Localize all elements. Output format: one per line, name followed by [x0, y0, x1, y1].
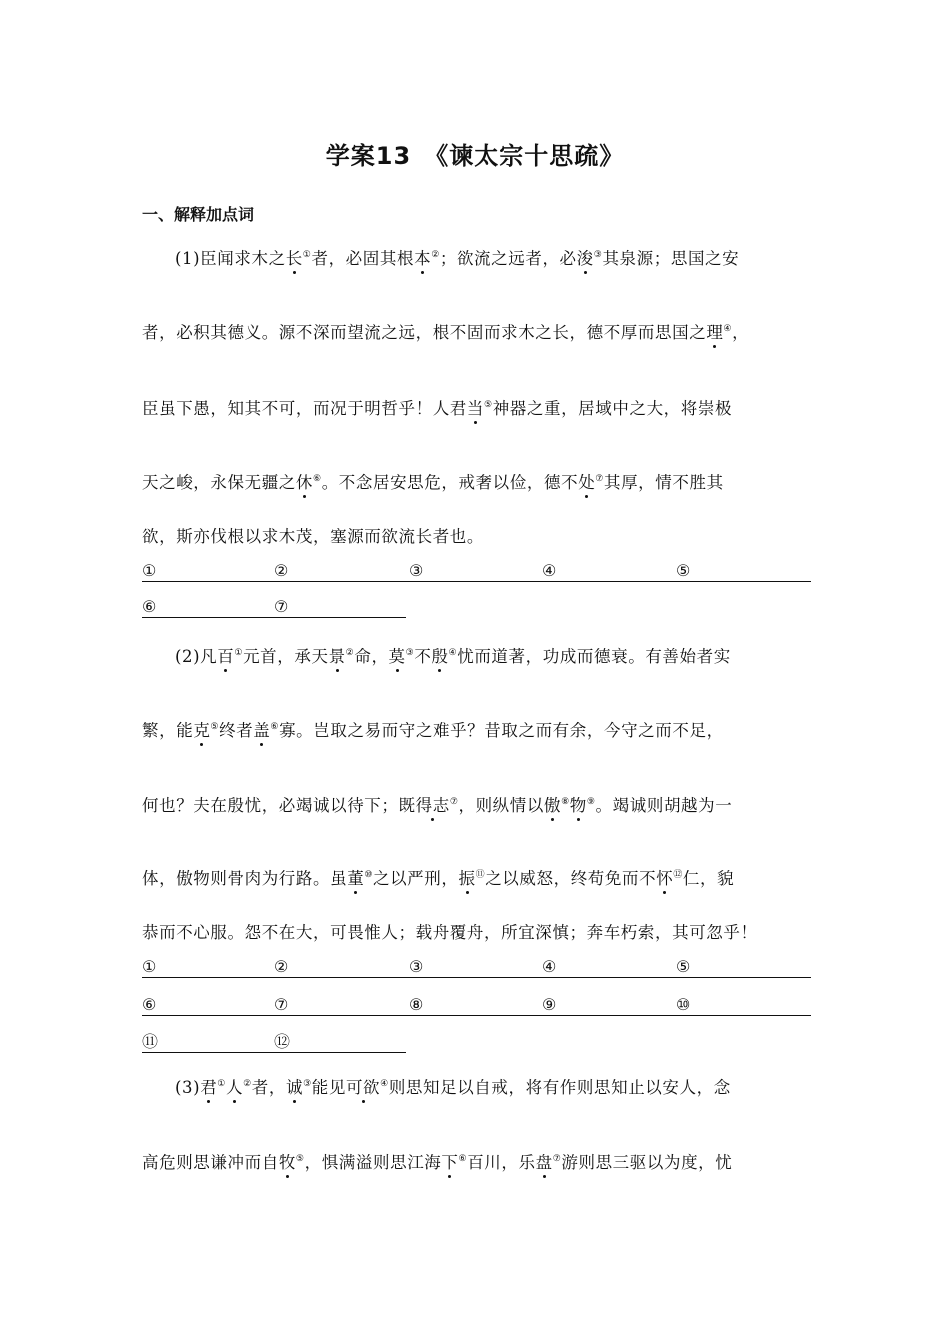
text-segment: 者， — [251, 1078, 286, 1097]
text-segment: 之以严刑， — [372, 869, 459, 888]
text-segment: 者，必积其德义。源不深而望流之远，根不固而求木之长，德不厚而思国之 — [142, 323, 707, 342]
text-segment: 其泉源；思国之安 — [602, 249, 740, 268]
text-segment: ，则纵情以 — [458, 796, 544, 815]
text-line — [142, 868, 814, 890]
answer-blank[interactable]: ④ — [542, 561, 676, 582]
dotted-word: 当 — [466, 399, 485, 418]
footnote-marker: ③ — [593, 250, 603, 260]
dotted-word: 可欲 — [345, 1078, 381, 1097]
page-title: 学案13 《谏太宗十思疏》 — [325, 142, 625, 170]
text-segment: 能见 — [311, 1078, 346, 1097]
footnote-marker: ① — [302, 250, 312, 260]
dotted-word: 本 — [414, 249, 432, 268]
text-segment: 恭而不心服。怨不在大，可畏惟人；载舟覆舟，所宜深慎；奔车朽索，其可忽乎！ — [142, 923, 758, 942]
dotted-word: 殷 — [431, 647, 449, 666]
text-segment: 之以威怒，终苟免而不 — [485, 869, 657, 888]
text-segment: 仁，貌 — [682, 869, 735, 888]
text-segment: 臣虽下愚，知其不可，而况于明哲乎！人君 — [142, 399, 467, 418]
text-line — [175, 1077, 814, 1099]
footnote-marker: ⑨ — [586, 797, 596, 807]
answer-blank[interactable]: ③ — [409, 561, 542, 582]
footnote-marker: ⑦ — [595, 474, 604, 484]
text-segment: 百川，乐 — [467, 1153, 536, 1172]
text-line — [142, 322, 814, 344]
footnote-marker: ⑪ — [475, 870, 486, 880]
footnote-marker: ⑦ — [449, 797, 459, 807]
section-heading: 一、解释加点词 — [142, 205, 255, 224]
footnote-marker: ⑧ — [561, 797, 570, 807]
dotted-word: 怀 — [656, 869, 674, 888]
text-line — [175, 248, 814, 270]
dotted-word: 牧 — [278, 1153, 296, 1172]
footnote-marker: ④ — [723, 324, 733, 334]
answer-blank[interactable]: ⑩ — [676, 995, 811, 1016]
footnote-marker: ③ — [405, 648, 415, 658]
text-segment: ， — [732, 323, 750, 342]
text-segment: 忧而道著，功成而德衰。有善始者实 — [457, 647, 731, 666]
text-line — [142, 922, 814, 944]
footnote-marker: ② — [431, 250, 440, 260]
dotted-word: 诚 — [285, 1078, 304, 1097]
answer-blank[interactable]: ③ — [409, 957, 542, 978]
text-segment: 。竭诚则胡越为一 — [595, 796, 733, 815]
answer-blank[interactable]: ⑦ — [274, 995, 409, 1016]
text-segment: 神器之重，居域中之大，将崇极 — [492, 399, 733, 418]
text-segment: (1)臣闻求木之 — [175, 249, 286, 268]
dotted-word: 振 — [458, 869, 476, 888]
dotted-word: 休 — [295, 473, 314, 492]
text-segment: (2)凡 — [175, 647, 218, 666]
dotted-word: 盘 — [535, 1153, 553, 1172]
footnote-marker: ⑤ — [484, 400, 493, 410]
dotted-word: 处 — [578, 473, 596, 492]
dotted-word: 物 — [569, 796, 587, 815]
answer-blank[interactable]: ⑥ — [142, 597, 274, 618]
text-segment: 则思知足以自戒，将有作则思知止以安人，念 — [388, 1078, 731, 1097]
dotted-word: 百 — [217, 647, 235, 666]
footnote-marker: ① — [217, 1079, 226, 1089]
text-segment: ，惧满溢则思江海 — [304, 1153, 442, 1172]
answer-blank[interactable]: ④ — [542, 957, 676, 978]
text-segment: 其厚，情不胜其 — [603, 473, 724, 492]
text-segment: ；欲流之远者，必 — [439, 249, 577, 268]
answer-blank[interactable]: ① — [142, 957, 274, 978]
dotted-word: 长 — [285, 249, 303, 268]
answer-blank[interactable]: ⑧ — [409, 995, 542, 1016]
answer-blank[interactable]: ⑤ — [676, 957, 811, 978]
text-segment: 。不念居安思危，戒奢以俭，德不 — [321, 473, 579, 492]
dotted-word: 傲 — [543, 796, 562, 815]
text-segment: 高危则思谦冲而自 — [142, 1153, 279, 1172]
text-segment: 何也？夫在殷忧，必竭诚以待下；既 — [142, 796, 416, 815]
text-line — [142, 795, 814, 817]
dotted-word: 浚 — [576, 249, 594, 268]
footnote-marker: ⑥ — [270, 722, 280, 732]
text-segment: 欲，斯亦伐根以求木茂，塞源而欲流长者也。 — [142, 527, 484, 546]
text-line — [175, 646, 814, 668]
answer-blank[interactable]: ② — [274, 957, 409, 978]
footnote-marker: ⑫ — [673, 870, 683, 880]
answer-blank[interactable]: ⑪ — [142, 1032, 274, 1053]
footnote-marker: ⑥ — [313, 474, 322, 484]
dotted-word: 董 — [347, 869, 365, 888]
text-segment: 游则思三驱以为度，忧 — [561, 1153, 733, 1172]
text-segment: 者，必固其根 — [311, 249, 415, 268]
text-segment: 终者 — [219, 721, 254, 740]
dotted-word: 君 — [200, 1078, 218, 1097]
dotted-word: 莫 — [388, 647, 406, 666]
answer-blank[interactable]: ② — [274, 561, 409, 582]
text-segment: 元首，承天 — [243, 647, 329, 666]
footnote-marker: ② — [345, 648, 355, 658]
footnote-marker: ④ — [380, 1079, 389, 1089]
answer-blank[interactable]: ⑥ — [142, 995, 274, 1016]
answer-blank[interactable]: ⑫ — [274, 1032, 406, 1053]
footnote-marker: ⑦ — [552, 1154, 562, 1164]
dotted-word: 克 — [193, 721, 211, 740]
footnote-marker: ⑤ — [295, 1154, 305, 1164]
answer-blank[interactable]: ⑦ — [274, 597, 406, 618]
text-segment: 体，傲物则骨肉为行路。虽 — [142, 869, 348, 888]
answer-blank[interactable]: ⑤ — [676, 561, 811, 582]
text-line — [142, 720, 814, 742]
dotted-word: 景 — [328, 647, 346, 666]
text-segment: 繁，能 — [142, 721, 194, 740]
footnote-marker: ③ — [303, 1079, 312, 1089]
text-segment: 命， — [354, 647, 389, 666]
text-line — [142, 472, 814, 494]
footnote-marker: ④ — [448, 648, 458, 658]
text-segment: (3) — [175, 1078, 201, 1097]
answer-blank[interactable]: ① — [142, 561, 274, 582]
text-segment: 天之峻，永保无疆之 — [142, 473, 296, 492]
text-line — [142, 526, 814, 548]
dotted-word: 盖 — [253, 721, 271, 740]
text-line — [142, 398, 814, 420]
footnote-marker: ⑩ — [364, 870, 373, 880]
text-segment: 不 — [414, 647, 432, 666]
dotted-word: 理 — [706, 323, 724, 342]
footnote-marker: ⑤ — [210, 722, 220, 732]
footnote-marker: ② — [243, 1079, 252, 1089]
footnote-marker: ① — [234, 648, 244, 658]
dotted-word: 得志 — [415, 796, 450, 815]
answer-blank[interactable]: ⑨ — [542, 995, 676, 1016]
footnote-marker: ⑥ — [458, 1154, 468, 1164]
text-segment: 寡。岂取之易而守之难乎？昔取之而有余，今守之而不足， — [279, 721, 724, 740]
text-line — [142, 1152, 814, 1174]
dotted-word: 下 — [441, 1153, 459, 1172]
dotted-word: 人 — [225, 1078, 244, 1097]
